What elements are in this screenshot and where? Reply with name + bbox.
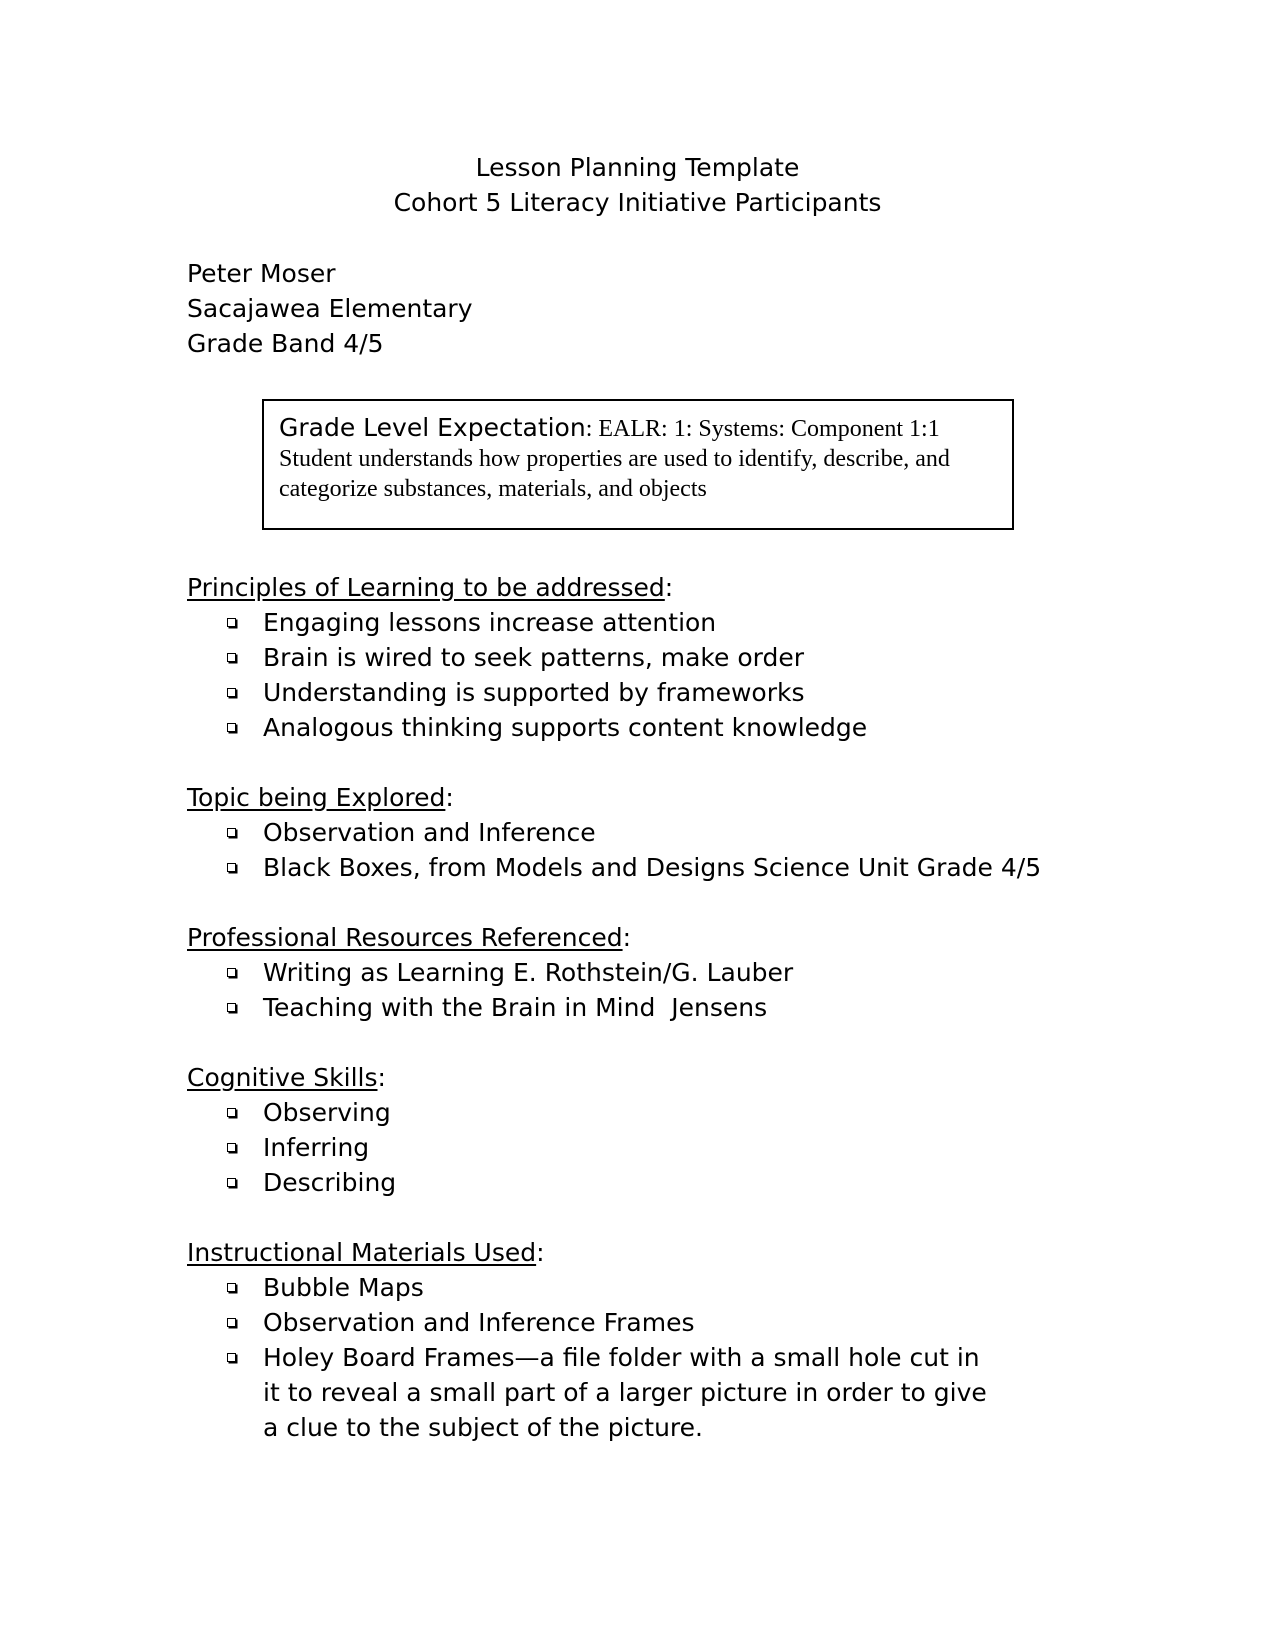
section-instructional-materials — [187, 1235, 1087, 1445]
list-item-text: Analogous thinking supports content knowledge — [263, 713, 868, 742]
checkbox-bullet-icon — [227, 1353, 236, 1362]
list-item-text: Writing as Learning E. Rothstein/G. Lauber — [263, 958, 794, 987]
list-item-text: Inferring — [263, 1133, 370, 1162]
list-item — [187, 675, 1087, 710]
section-resources — [187, 920, 1087, 1025]
list-item — [187, 1270, 1087, 1305]
section-heading-text: Topic being Explored — [187, 783, 446, 812]
document-subtitle: Cohort 5 Literacy Initiative Participants — [393, 188, 882, 217]
gle-reference: : EALR: 1: Systems: Component 1:1 — [585, 416, 940, 442]
checkbox-bullet-icon — [227, 1318, 236, 1327]
section-heading: Instructional Materials Used: — [187, 1238, 545, 1267]
list-item — [187, 640, 1087, 675]
list-item — [187, 850, 1087, 885]
checkbox-bullet-icon — [227, 1003, 236, 1012]
list-item-text: Black Boxes, from Models and Designs Science Unit Grade 4/5 — [263, 853, 1042, 882]
section-topic — [187, 780, 1087, 885]
list-item-text: Understanding is supported by frameworks — [263, 678, 805, 707]
teacher-name: Peter Moser — [187, 259, 336, 288]
list-item — [187, 1305, 1087, 1340]
bullet-list — [187, 1095, 1087, 1200]
grade-level-expectation-box — [262, 399, 1014, 530]
checkbox-bullet-icon — [227, 863, 236, 872]
list-item — [187, 605, 1087, 640]
list-item-text: Observation and Inference Frames — [263, 1308, 695, 1337]
list-item-text: Brain is wired to seek patterns, make order — [263, 643, 805, 672]
list-item-text: Describing — [263, 1168, 397, 1197]
checkbox-bullet-icon — [227, 618, 236, 627]
checkbox-bullet-icon — [227, 723, 236, 732]
list-item — [187, 955, 1087, 990]
checkbox-bullet-icon — [227, 828, 236, 837]
list-item — [187, 1340, 1087, 1445]
bullet-list — [187, 1270, 1087, 1445]
list-item — [187, 1130, 1087, 1165]
list-item-text: Bubble Maps — [263, 1273, 424, 1302]
checkbox-bullet-icon — [227, 1108, 236, 1117]
section-heading-text: Cognitive Skills — [187, 1063, 378, 1092]
teacher-info — [187, 256, 473, 361]
checkbox-bullet-icon — [227, 653, 236, 662]
checkbox-bullet-icon — [227, 688, 236, 697]
school-name: Sacajawea Elementary — [187, 294, 473, 323]
section-heading: Cognitive Skills: — [187, 1063, 386, 1092]
section-heading: Topic being Explored: — [187, 783, 454, 812]
list-item-text: Holey Board Frames—a file folder with a small hole cut in it to reveal a small part of a larger picture in order to give a clue to the subject of the picture. — [263, 1343, 987, 1442]
section-heading: Professional Resources Referenced: — [187, 923, 632, 952]
bullet-list — [187, 815, 1087, 885]
section-heading-text: Professional Resources Referenced — [187, 923, 623, 952]
document-title: Lesson Planning Template — [475, 153, 800, 182]
section-heading-text: Principles of Learning to be addressed — [187, 573, 665, 602]
list-item — [187, 990, 1087, 1025]
list-item-text: Teaching with the Brain in Mind Jensens — [263, 993, 768, 1022]
list-item — [187, 815, 1087, 850]
list-item-text: Observing — [263, 1098, 391, 1127]
section-principles — [187, 570, 1087, 745]
bullet-list — [187, 605, 1087, 745]
gle-description: Student understands how properties are used to identify, describe, and categorize substances, materials, and objects — [279, 446, 950, 502]
list-item — [187, 710, 1087, 745]
section-cognitive-skills — [187, 1060, 1087, 1200]
bullet-list — [187, 955, 1087, 1025]
list-item-text: Engaging lessons increase attention — [263, 608, 717, 637]
checkbox-bullet-icon — [227, 968, 236, 977]
title-block — [0, 150, 1275, 220]
section-heading: Principles of Learning to be addressed: — [187, 573, 674, 602]
list-item — [187, 1095, 1087, 1130]
section-heading-text: Instructional Materials Used — [187, 1238, 537, 1267]
list-item-text: Observation and Inference — [263, 818, 596, 847]
checkbox-bullet-icon — [227, 1283, 236, 1292]
list-item — [187, 1165, 1087, 1200]
lesson-sections — [187, 570, 1087, 1480]
checkbox-bullet-icon — [227, 1143, 236, 1152]
grade-band: Grade Band 4/5 — [187, 329, 384, 358]
gle-label: Grade Level Expectation — [279, 413, 586, 442]
checkbox-bullet-icon — [227, 1178, 236, 1187]
